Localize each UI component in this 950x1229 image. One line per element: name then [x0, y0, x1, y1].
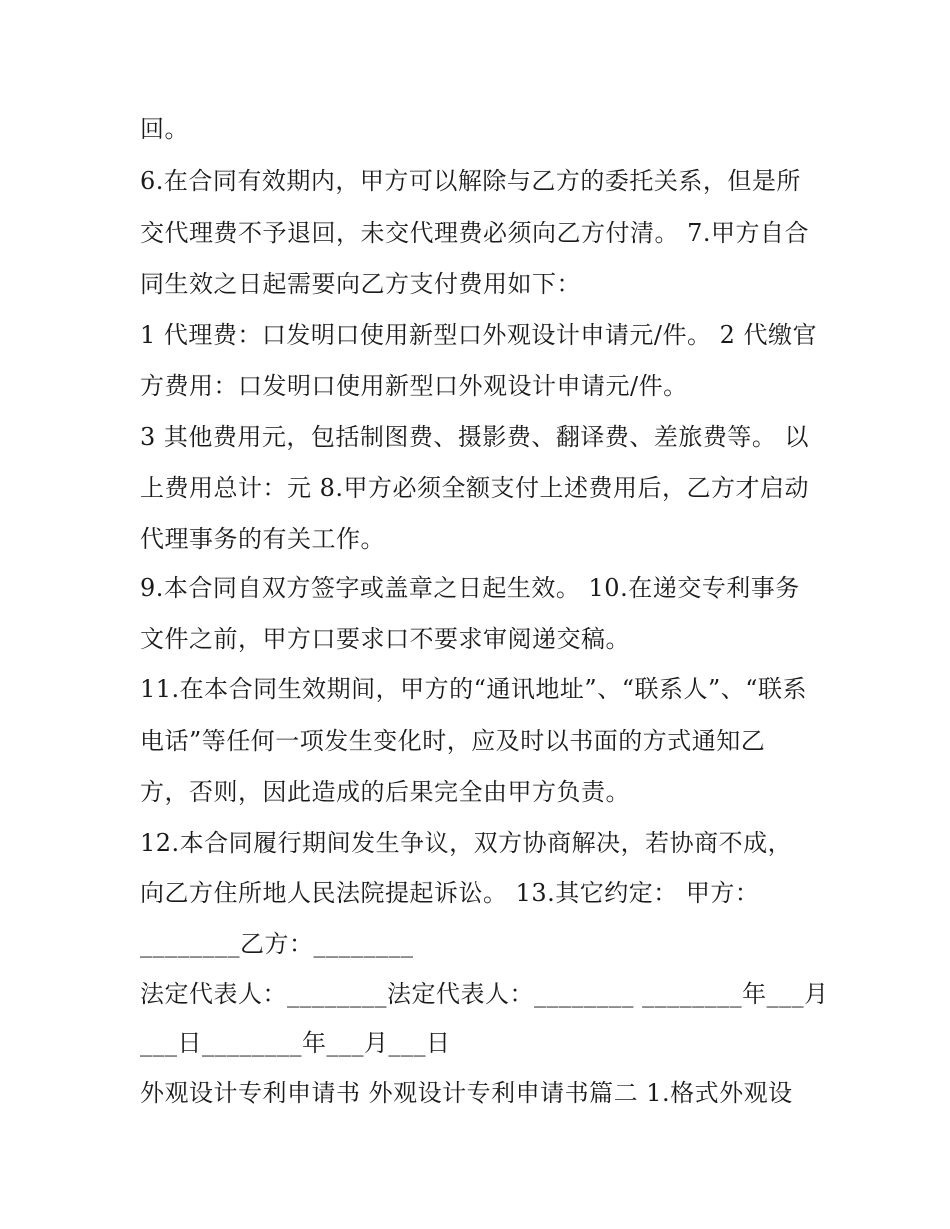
text-line: 方费用：口发明口使用新型口外观设计申请元/件。 — [140, 372, 688, 400]
text-line: 电话”等任何一项发生变化时，应及时以书面的方式通知乙 — [140, 727, 766, 755]
signature-line: ________乙方：________ — [140, 930, 414, 958]
text-line: 1 代理费：口发明口使用新型口外观设计申请元/件。 2 代缴官 — [140, 321, 818, 349]
text-line: 3 其他费用元，包括制图费、摄影费、翻译费、差旅费等。 以 — [140, 423, 810, 451]
text-line: 12.本合同履行期间发生争议，双方协商解决，若协商不成， — [140, 829, 793, 857]
text-line: 向乙方住所地人民法院提起诉讼。 13.其它约定： 甲方： — [140, 879, 760, 907]
text-line: 交代理费不予退回，未交代理费必须向乙方付清。 7.甲方自合 — [140, 219, 810, 247]
text-line: 文件之前，甲方口要求口不要求审阅递交稿。 — [140, 625, 630, 653]
text-line: 同生效之日起需要向乙方支付费用如下： — [140, 270, 581, 298]
text-line: 回。 — [140, 115, 189, 143]
text-line: 代理事务的有关工作。 — [140, 525, 385, 553]
text-line: 上费用总计：元 8.甲方必须全额支付上述费用后，乙方才启动 — [140, 474, 810, 502]
section-heading-line: 外观设计专利申请书 外观设计专利申请书篇二 1.格式外观设 — [140, 1079, 793, 1107]
text-line: 方，否则，因此造成的后果完全由甲方负责。 — [140, 778, 630, 806]
signature-line: 法定代表人：________法定代表人：________ ________年___月 — [140, 980, 829, 1008]
text-line: 6.在合同有效期内，甲方可以解除与乙方的委托关系，但是所 — [140, 167, 801, 195]
text-line: 11.在本合同生效期间，甲方的“通讯地址”、“联系人”、“联系 — [140, 675, 808, 703]
date-line: ___日________年___月___日 — [140, 1029, 451, 1057]
text-line: 9.本合同自双方签字或盖章之日起生效。 10.在递交专利事务 — [140, 574, 800, 602]
